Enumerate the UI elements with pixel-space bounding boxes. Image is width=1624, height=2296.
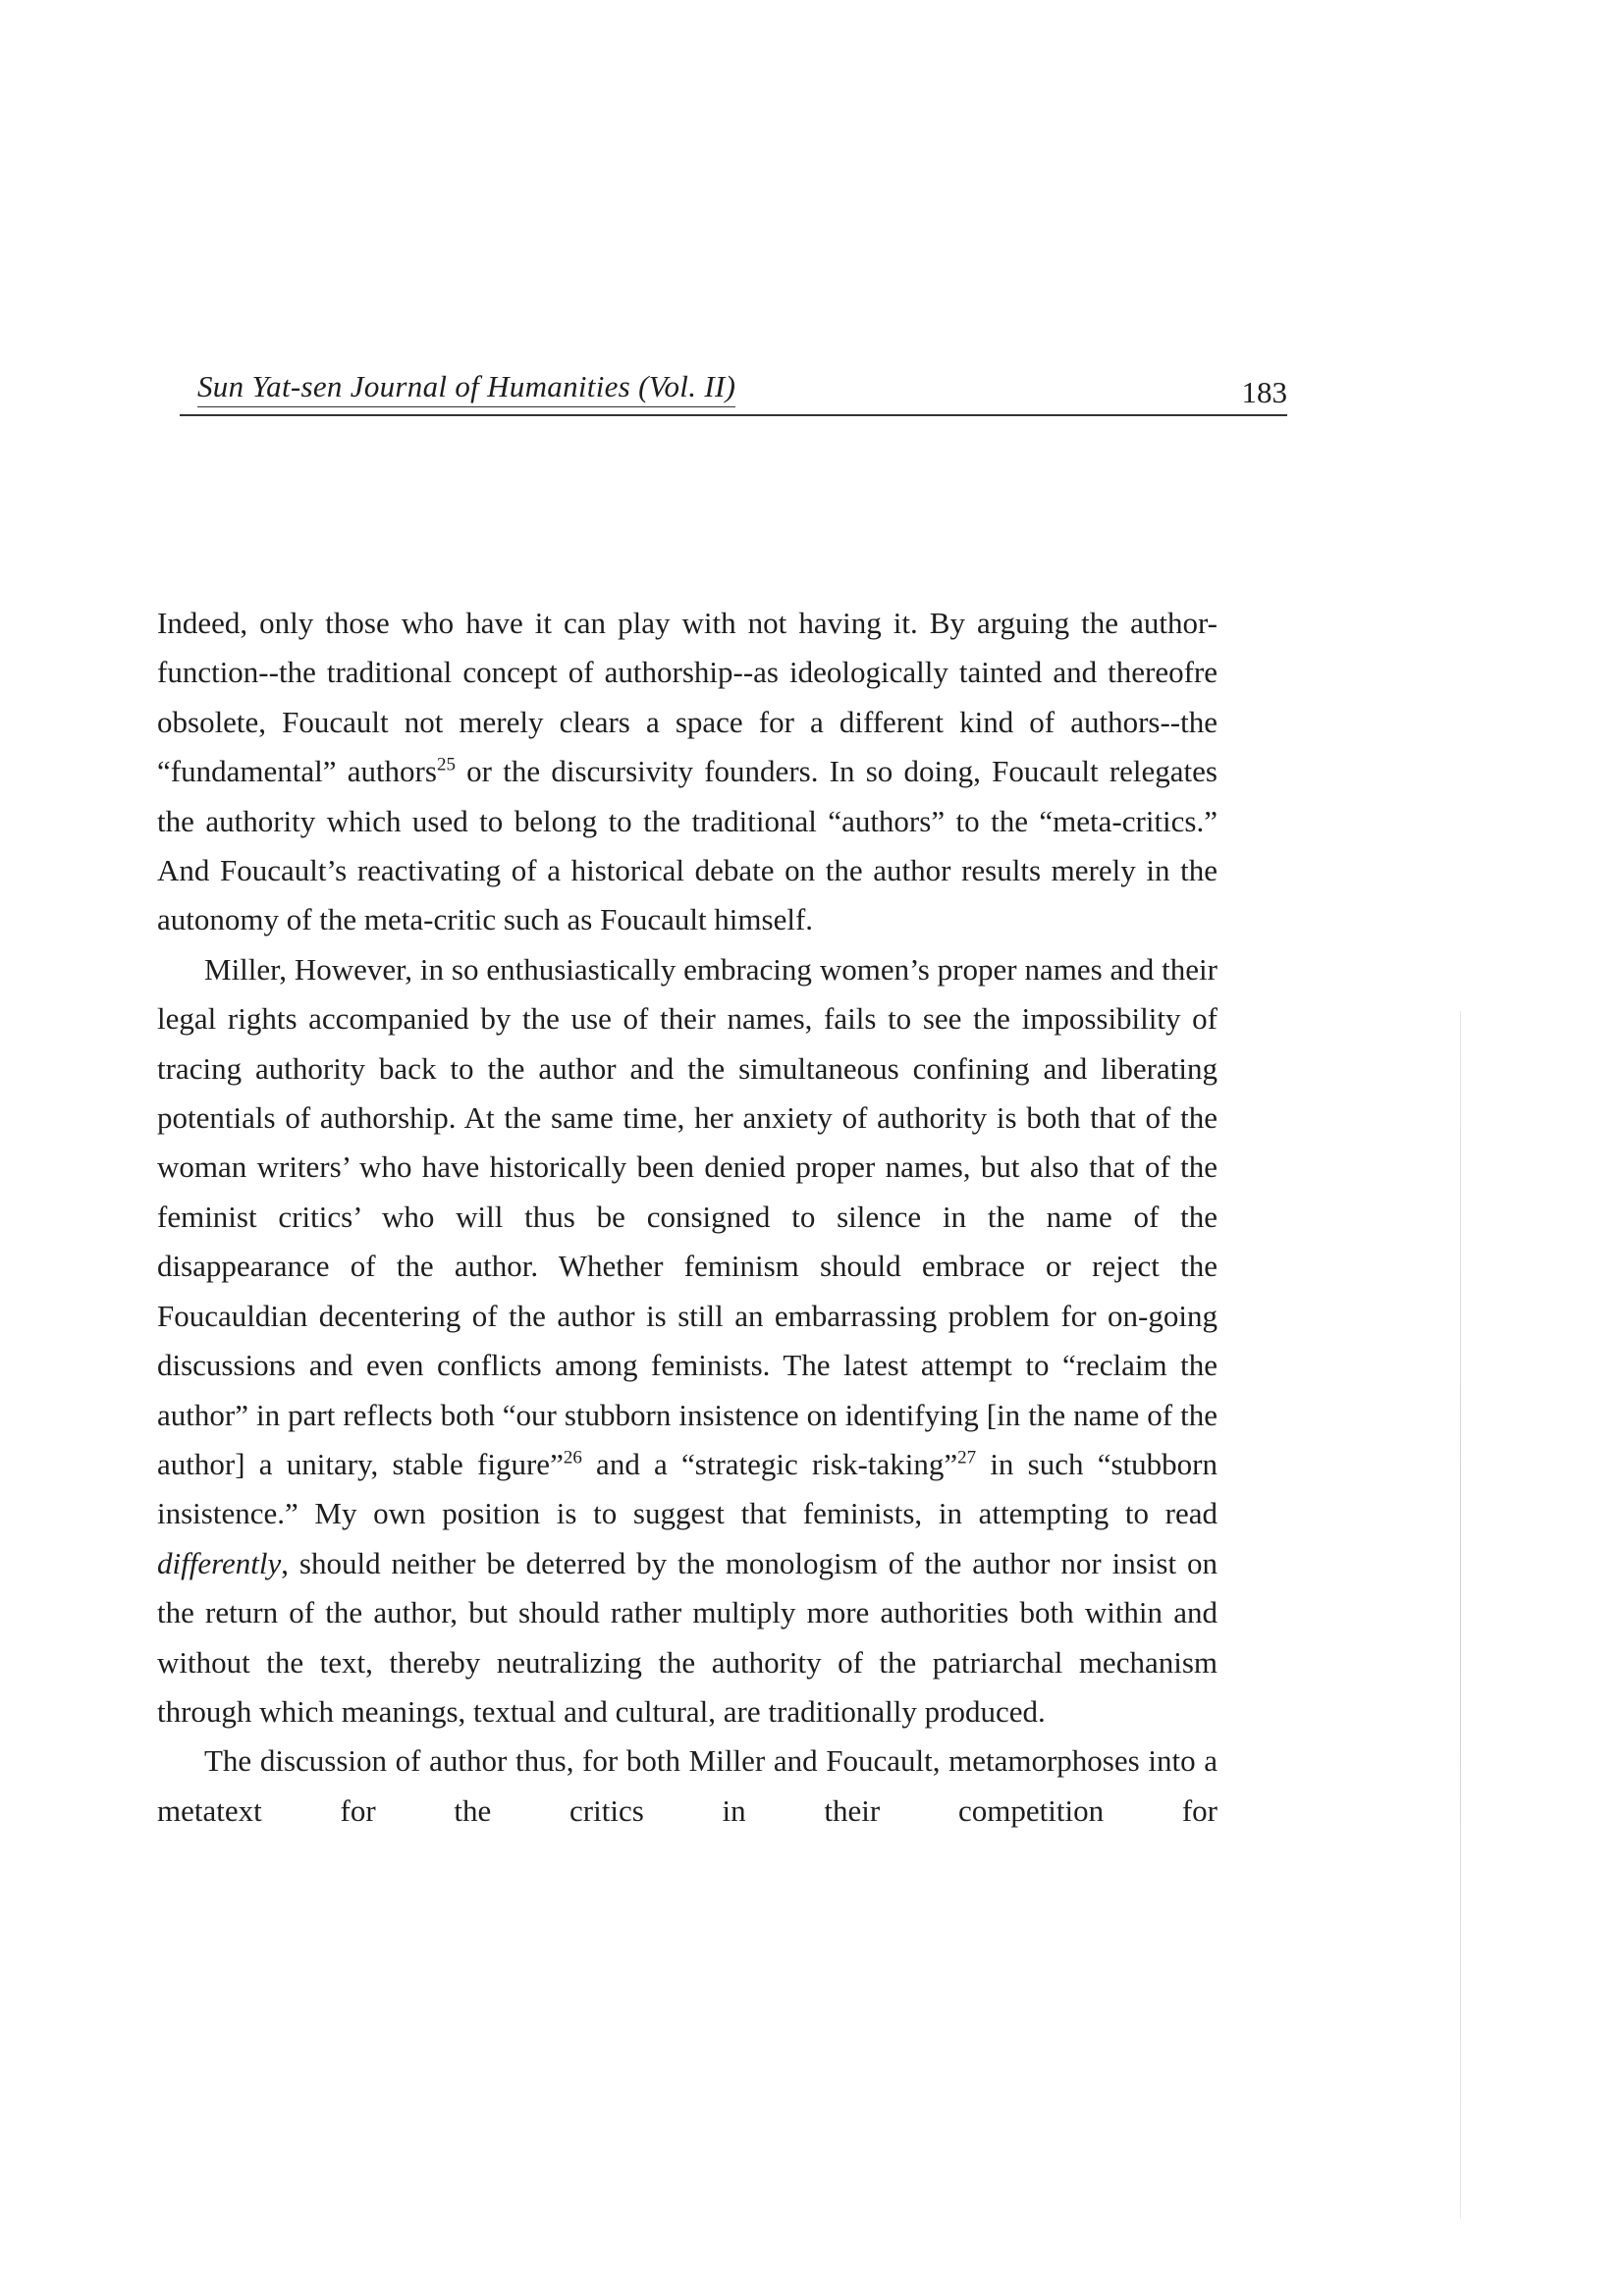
text-run: Indeed, only those who have it can play with not having it. By arguing the author-function--the traditional concept of authorship--as ideologically tainted and thereofre obsolete, Foucault not merely clears a space for a different kind of authors--the “fundamental” authors bbox=[157, 606, 1218, 789]
footnote-marker: 25 bbox=[436, 754, 456, 775]
text-run: and a “strategic risk-taking” bbox=[581, 1446, 958, 1481]
footnote-marker: 26 bbox=[563, 1447, 582, 1468]
page-number: 183 bbox=[1241, 375, 1287, 409]
scan-edge-artifact bbox=[1460, 1011, 1461, 2218]
text-run: , should neither be deterred by the monologism of the author nor insist on the return of the author, but should rather multiply more authorities both within and without the text, thereby neutralizing the authority of the patriarchal mechanism through which meanings, textual and cultural, are traditionally produced. bbox=[157, 1545, 1218, 1729]
paragraph-1 bbox=[157, 599, 1218, 945]
paragraph-3 bbox=[157, 1736, 1218, 1836]
text-run: Miller, However, in so enthusiastically embracing women’s proper names and their legal rights accompanied by the use of their names, fails to see the impossibility of tracing authority back to the author and the simultaneous confining and liberating potentials of authorship. At the same time, her anxiety of authority is both that of the woman writers’ who have historically been denied proper names, but also that of the feminist critics’ who will thus be consigned to silence in the name of the disappearance of the author. Whether feminism should embrace or reject the Foucauldian decentering of the author is still an embarrassing problem for on-going discussions and even conflicts among feminists. The latest attempt to “reclaim the author” in part reflects both “our stubborn insistence on identifying [in the name of the author] a unitary, stable figure” bbox=[157, 951, 1218, 1481]
footnote-marker: 27 bbox=[957, 1447, 977, 1468]
running-header bbox=[180, 363, 1287, 416]
paragraph-2 bbox=[157, 945, 1218, 1737]
body-text bbox=[157, 599, 1218, 1836]
journal-title: Sun Yat-sen Journal of Humanities (Vol. II) bbox=[197, 369, 735, 407]
text-run: in such “stubborn insistence.” My own position is to suggest that feminists, in attempting to read bbox=[157, 1446, 1218, 1531]
text-run: The discussion of author thus, for both Miller and Foucault, metamorphoses into a metatext for the critics in their competition for bbox=[157, 1743, 1218, 1828]
text-run: or the discursivity founders. In so doing, Foucault relegates the authority which used to belong to the traditional “authors” to the “meta-critics.” And Foucault’s reactivating of a historical debate on the author results merely in the autonomy of the meta-critic such as Foucault himself. bbox=[157, 754, 1218, 937]
emphasized-text: differently bbox=[157, 1545, 282, 1580]
